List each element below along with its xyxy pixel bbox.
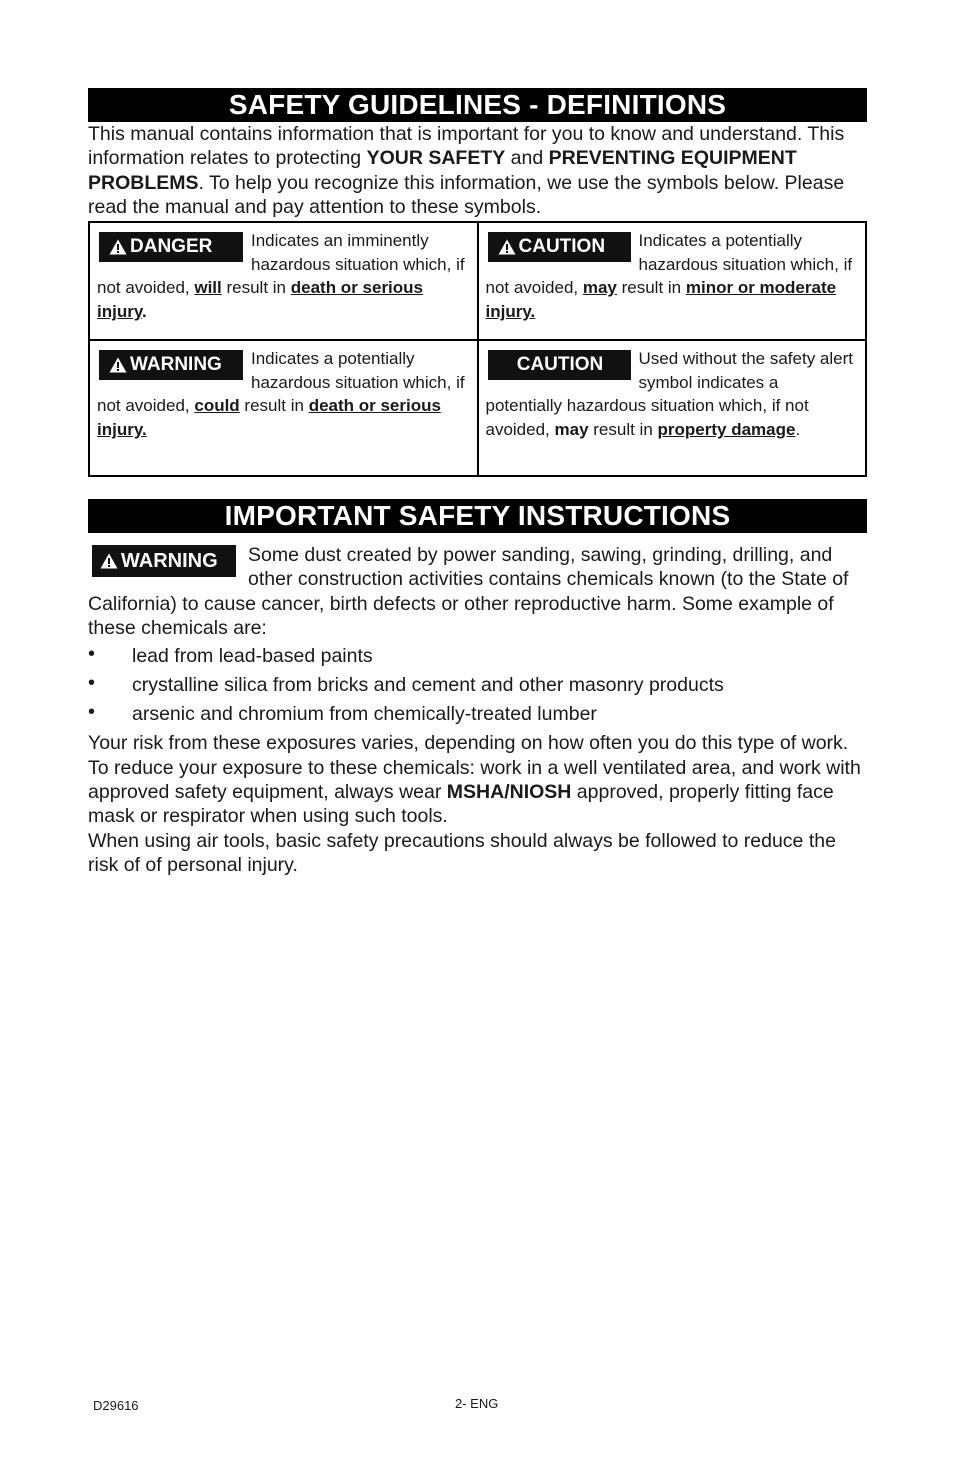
signal-word-definitions-table [88, 221, 867, 477]
definition-danger [89, 222, 478, 340]
alert-triangle-icon [498, 239, 516, 255]
caution-alert-label-text: CAUTION [518, 236, 606, 258]
intro-bold-your-safety: YOUR SAFETY [366, 147, 506, 170]
warning-emphasis-could: could [194, 396, 240, 416]
caution-plain-label-text: CAUTION [516, 354, 604, 376]
danger-emphasis-will: will [194, 278, 222, 298]
caution-alert-text: Indicates a potentially hazardous situation which, if not avoided, [485, 231, 853, 298]
alert-triangle-icon [109, 239, 127, 255]
bullet-glyph: • [88, 701, 96, 724]
list-item-text: arsenic and chromium from chemically-treated lumber [132, 703, 597, 726]
warning-emphasis-result: death or serious injury. [97, 396, 441, 439]
caution-plain-emphasis-result: property damage [657, 419, 796, 439]
definition-caution-alert [478, 222, 867, 340]
bullet-glyph: • [88, 672, 96, 695]
danger-signal-label [99, 232, 243, 262]
risk-bold-msha-niosh: MSHA/NIOSH [446, 780, 572, 803]
caution-alert-emphasis-result: minor or moderate injury. [485, 278, 837, 321]
warning-signal-label [99, 350, 243, 380]
bullet-glyph: • [88, 643, 96, 666]
intro-text: This manual contains information that is important for you to know and understand. This information relates to protecting [88, 123, 845, 170]
california-warning-text: Some dust created by power sanding, sawing, grinding, drilling, and other construction activities contains chemicals known (to the State of California) to cause cancer, birth defects or other reproductive harm. Some example of these chemicals are: [88, 544, 849, 640]
warning-text: result in [239, 396, 309, 416]
alert-triangle-icon [109, 357, 127, 373]
alert-triangle-icon [100, 553, 118, 569]
intro-text: . To help you recognize this information, we use the symbols below. Please read the manual and pay attention to these symbols. [88, 171, 845, 218]
chemical-list [88, 644, 867, 726]
section-title-safety-guidelines: SAFETY GUIDELINES - DEFINITIONS [88, 88, 867, 122]
danger-emphasis-result: death or serious injury [97, 278, 424, 321]
intro-bold-equipment-problems: PREVENTING EQUIPMENT PROBLEMS [88, 147, 797, 194]
intro-paragraph [88, 122, 867, 219]
closing-paragraph: When using air tools, basic safety precautions should always be followed to reduce the risk of of personal injury. [88, 829, 836, 876]
caution-alert-text: result in [616, 278, 686, 298]
warning-text: Indicates a potentially hazardous situation which, if not avoided, [97, 349, 465, 416]
list-item-text: crystalline silica from bricks and cement and other masonry products [132, 674, 724, 697]
manual-page [88, 88, 867, 877]
intro-text: and [505, 147, 549, 170]
document-number: D29616 [93, 1398, 139, 1413]
list-item [88, 644, 867, 668]
caution-plain-text: result in [588, 419, 658, 439]
exposure-risk-paragraph [88, 731, 867, 828]
risk-text: approved, properly fitting face mask or respirator when using such tools. [88, 780, 834, 828]
caution-plain-emphasis-may: may [554, 419, 589, 439]
danger-period: . [142, 301, 147, 321]
caution-alert-emphasis-may: may [582, 278, 617, 298]
california-warning-block [88, 543, 867, 640]
caution-plain-text: Used without the safety alert symbol indicates a potentially hazardous situation which, if not avoided, [485, 349, 854, 439]
danger-label-text: DANGER [130, 236, 213, 258]
list-item [88, 702, 867, 726]
caution-plain-period: . [795, 419, 801, 439]
list-item [88, 673, 867, 697]
page-number: 2- ENG [455, 1396, 499, 1411]
warning-signal-label [92, 545, 236, 577]
section-title-important-safety: IMPORTANT SAFETY INSTRUCTIONS [88, 499, 867, 533]
definition-warning [89, 340, 478, 476]
list-item-text: lead from lead-based paints [132, 645, 373, 668]
caution-plain-signal-label [488, 350, 631, 380]
danger-text: result in [221, 278, 291, 298]
caution-alert-signal-label [488, 232, 631, 262]
risk-text: Your risk from these exposures varies, depending on how often you do this type of work. To reduce your exposure to these chemicals: work in a well ventilated area, and work with approved safety equipment, always wear [88, 732, 861, 803]
warning-label-text: WARNING [130, 354, 222, 376]
definition-caution-plain [478, 340, 867, 476]
danger-text: Indicates an imminently hazardous situation which, if not avoided, [97, 231, 465, 298]
warning-label-text: WARNING [121, 550, 218, 573]
